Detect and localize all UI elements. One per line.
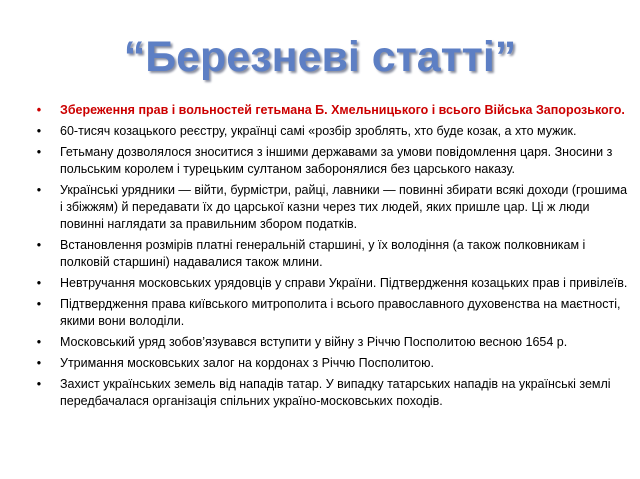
- bullet-icon: •: [36, 335, 42, 349]
- list-item-text: 60-тисяч козацького реєстру, українці самі «розбір зроблять, хто буде козак, а хто мужик.: [60, 124, 577, 138]
- list-item: [32, 376, 628, 410]
- bullet-icon: •: [36, 145, 42, 159]
- bullet-icon: •: [36, 356, 42, 370]
- bullet-icon: •: [36, 124, 42, 138]
- bullet-list: [32, 102, 628, 414]
- list-item-text: Гетьману дозволялося зноситися з іншими державами за умови повідомлення царя. Зносини з польським королем і турецьким султаном заборонялися без царського наказу.: [60, 145, 613, 176]
- bullet-icon: •: [36, 238, 42, 252]
- list-item-text: Захист українських земель від нападів татар. У випадку татарських нападів на українські землі передбачалася організація спільних україно-московських походів.: [60, 377, 611, 408]
- list-item-text: Збереження прав і вольностей гетьмана Б. Хмельницького і всього Війська Запорозького.: [60, 103, 625, 117]
- list-item: [32, 102, 628, 119]
- list-item: [32, 123, 628, 140]
- list-item: [32, 296, 628, 330]
- list-item-text: Московський уряд зобов’язувався вступити у війну з Річчю Посполитою весною 1654 р.: [60, 335, 568, 349]
- bullet-icon: •: [36, 377, 42, 391]
- list-item: [32, 355, 628, 372]
- list-item: [32, 275, 628, 292]
- list-item: [32, 334, 628, 351]
- list-item-text: Утримання московських залог на кордонах з Річчю Посполитою.: [60, 356, 434, 370]
- list-item: [32, 182, 628, 233]
- list-item-text: Українські урядники — війти, бурмістри, райці, лавники — повинні збирати всякі доходи (грошима і збіжжям) й передавати їх до царської казни через тих людей, яких пришле цар. Ці ж люди повинні наглядати за правильним збором податків.: [60, 183, 628, 231]
- list-item-text: Підтвердження права київського митрополита і всього православного духовенства на маєтності, якими вони володіли.: [60, 297, 621, 328]
- list-item-text: Невтручання московських урядовців у справи України. Підтвердження козацьких прав і привілеїв.: [60, 276, 628, 290]
- bullet-icon: •: [36, 183, 42, 197]
- bullet-icon: •: [36, 103, 42, 117]
- bullet-icon: •: [36, 276, 42, 290]
- bullet-icon: •: [36, 297, 42, 311]
- slide-title: “Березневі статті”: [123, 33, 517, 81]
- list-item-text: Встановлення розмірів платні генеральній старшині, у їх володіння (а також полковникам і полковій старшині) надавалися також млини.: [60, 238, 586, 269]
- list-item: [32, 237, 628, 271]
- list-item: [32, 144, 628, 178]
